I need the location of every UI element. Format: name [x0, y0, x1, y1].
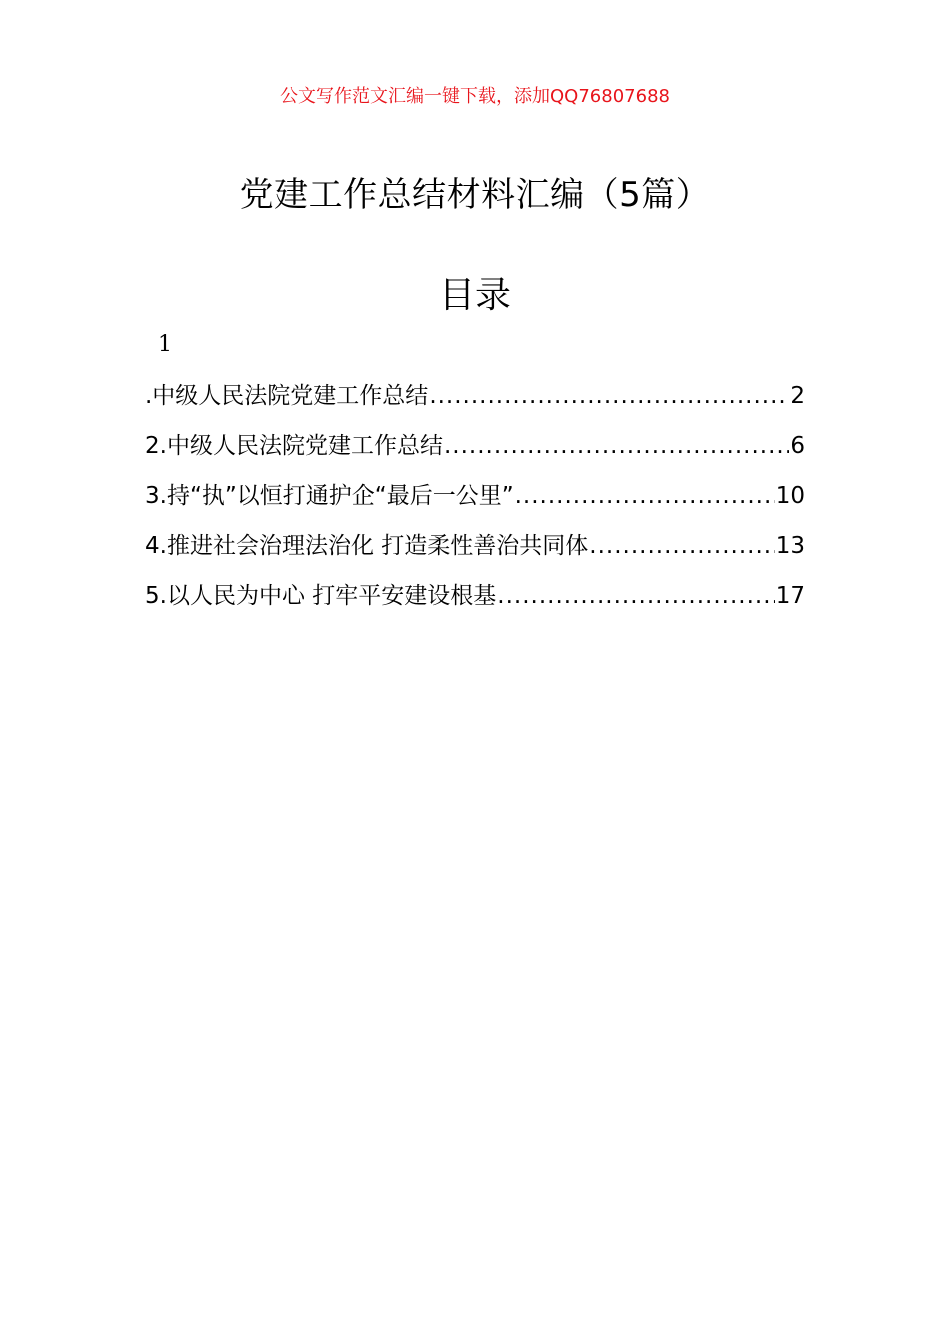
toc-dot-leader: [589, 528, 774, 564]
toc-dot-leader: [515, 478, 775, 514]
toc-entry: [145, 378, 805, 428]
toc-entry: [145, 528, 805, 578]
table-of-contents: [145, 378, 805, 628]
toc-entry-label: 3.持“执”以恒打通护企“最后一公里”: [145, 483, 514, 509]
toc-entry-page: 6: [790, 433, 805, 459]
toc-dot-leader: [497, 578, 774, 614]
toc-dot-leader: [429, 378, 789, 414]
toc-entry: [145, 428, 805, 478]
toc-entry-label: .中级人民法院党建工作总结: [145, 383, 429, 409]
toc-entry-page: 10: [775, 483, 805, 509]
toc-entry-label: 2.中级人民法院党建工作总结: [145, 433, 443, 459]
toc-entry-page: 2: [790, 383, 805, 409]
toc-entry-label: 4.推进社会治理法治化 打造柔性善治共同体: [145, 533, 589, 559]
stray-number: 1: [158, 332, 172, 357]
toc-entry-page: 13: [775, 533, 805, 559]
toc-entry: [145, 578, 805, 628]
download-notice: 公文写作范文汇编一键下载，添加QQ76807688: [280, 86, 670, 107]
toc-heading: 目录: [438, 275, 511, 316]
toc-dot-leader: [444, 428, 789, 464]
document-title: 党建工作总结材料汇编（5篇）: [239, 175, 711, 215]
toc-entry-page: 17: [775, 583, 805, 609]
toc-entry: [145, 478, 805, 528]
toc-entry-label: 5.以人民为中心 打牢平安建设根基: [145, 583, 497, 609]
